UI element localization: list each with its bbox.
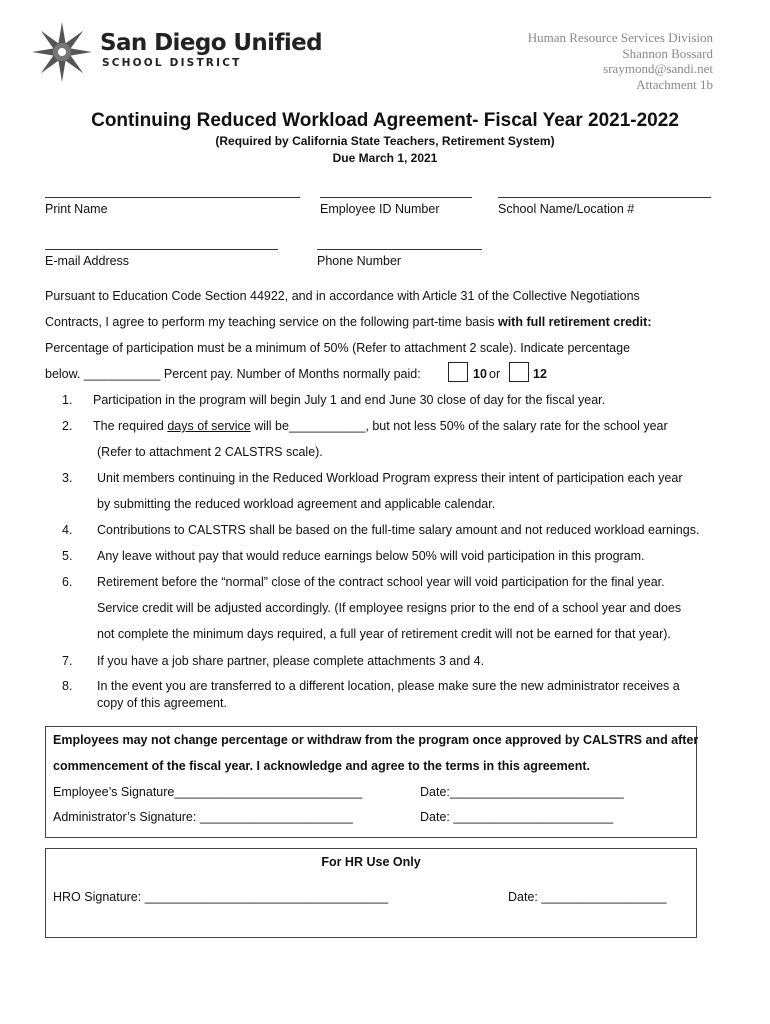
administrator-signature-field[interactable]: Administrator’s Signature: ______________________ — [53, 810, 353, 824]
intro-line-4: below. ___________ Percent pay. Number of Months normally paid: — [45, 367, 421, 381]
item-text — [93, 419, 668, 433]
item-number: 2. — [62, 419, 73, 433]
print-name-label: Print Name — [45, 202, 108, 216]
days-of-service-link: days of service — [167, 419, 251, 433]
months-12-checkbox[interactable] — [509, 362, 529, 382]
item-text: Participation in the program will begin July 1 and end June 30 close of day for the fiscal year. — [93, 393, 606, 407]
hr-contact-name: Shannon Bossard — [622, 45, 713, 61]
phone-label: Phone Number — [317, 254, 402, 268]
email-label: E-mail Address — [45, 254, 130, 268]
intro-line-2 — [45, 315, 651, 329]
school-location-field[interactable] — [498, 197, 711, 198]
months-10-checkbox[interactable] — [448, 362, 468, 382]
item-text: not complete the minimum days required, a full year of retirement credit will not be earned for that year). — [97, 627, 671, 641]
employee-signature-field[interactable]: Employee’s Signature___________________________ — [53, 785, 363, 799]
item-text: Retirement before the “normal” close of the contract school year will void participation for the final year. — [97, 575, 665, 589]
item-number: 6. — [62, 575, 73, 589]
org-name: San Diego Unified — [100, 30, 323, 56]
email-field[interactable] — [45, 249, 278, 250]
school-location-label: School Name/Location # — [498, 202, 635, 216]
item-number: 3. — [62, 471, 73, 485]
item-number: 4. — [62, 523, 73, 537]
district-logo-icon — [30, 20, 94, 84]
agreement-line-2: commencement of the fiscal year. I acknowledge and agree to the terms in this agreement. — [53, 759, 590, 773]
hr-email: sraymond@sandi.net — [603, 61, 713, 76]
item-text: If you have a job share partner, please complete attachments 3 and 4. — [97, 654, 485, 668]
item-text: by submitting the reduced workload agreement and applicable calendar. — [97, 497, 496, 511]
due-date: Due March 1, 2021 — [332, 151, 438, 165]
employee-date-field[interactable]: Date:_________________________ — [420, 785, 624, 799]
item-text-part: will be___________, but not less 50% of the salary rate for the school year — [250, 419, 668, 433]
item-text: copy of this agreement. — [97, 696, 227, 710]
administrator-date-field[interactable]: Date: _______________________ — [420, 810, 614, 824]
intro-line-1: Pursuant to Education Code Section 44922, and in accordance with Article 31 of the Collective Negotiations — [45, 289, 640, 303]
item-text: Any leave without pay that would reduce earnings below 50% will void participation in this program. — [97, 549, 645, 563]
intro-line-2-bold: with full retirement credit: — [497, 315, 652, 329]
agreement-line-1: Employees may not change percentage or withdraw from the program once approved by CALSTRS and after — [53, 733, 699, 747]
item-number: 1. — [62, 393, 73, 407]
months-12-label: 12 — [533, 367, 547, 381]
intro-line-2-text: Contracts, I agree to perform my teaching service on the following part-time basis — [45, 315, 498, 329]
hr-use-title: For HR Use Only — [321, 855, 421, 869]
org-subtitle: SCHOOL DISTRICT — [102, 57, 242, 69]
phone-field[interactable] — [317, 249, 482, 250]
print-name-field[interactable] — [45, 197, 300, 198]
item-number: 7. — [62, 654, 73, 668]
item-number: 5. — [62, 549, 73, 563]
item-text-part: The required — [93, 419, 168, 433]
or-label: or — [489, 367, 501, 381]
page-title: Continuing Reduced Workload Agreement- Fiscal Year 2021-2022 — [91, 110, 679, 131]
hr-contact-block — [528, 30, 713, 92]
employee-id-field[interactable] — [320, 197, 472, 198]
hro-signature-field[interactable]: HRO Signature: ___________________________________ — [53, 890, 389, 904]
hr-division: Human Resource Services Division — [527, 30, 713, 45]
hro-date-field[interactable]: Date: __________________ — [508, 890, 667, 904]
item-text: (Refer to attachment 2 CALSTRS scale). — [97, 445, 323, 459]
item-text: Unit members continuing in the Reduced Workload Program express their intent of participation each year — [97, 471, 683, 485]
intro-line-3: Percentage of participation must be a minimum of 50% (Refer to attachment 2 scale). Indicate percentage — [45, 341, 631, 355]
item-text: In the event you are transferred to a different location, please make sure the new administrator receives a — [97, 679, 680, 693]
attachment-label: Attachment 1b — [636, 76, 713, 92]
item-number: 8. — [62, 679, 73, 693]
item-text: Contributions to CALSTRS shall be based on the full-time salary amount and not reduced workload earnings. — [97, 523, 700, 537]
months-10-label: 10 — [473, 367, 487, 381]
item-text: Service credit will be adjusted accordingly. (If employee resigns prior to the end of a school year and does — [97, 601, 682, 615]
page-subtitle: (Required by California State Teachers, Retirement System) — [215, 134, 555, 148]
employee-id-label: Employee ID Number — [320, 202, 440, 216]
